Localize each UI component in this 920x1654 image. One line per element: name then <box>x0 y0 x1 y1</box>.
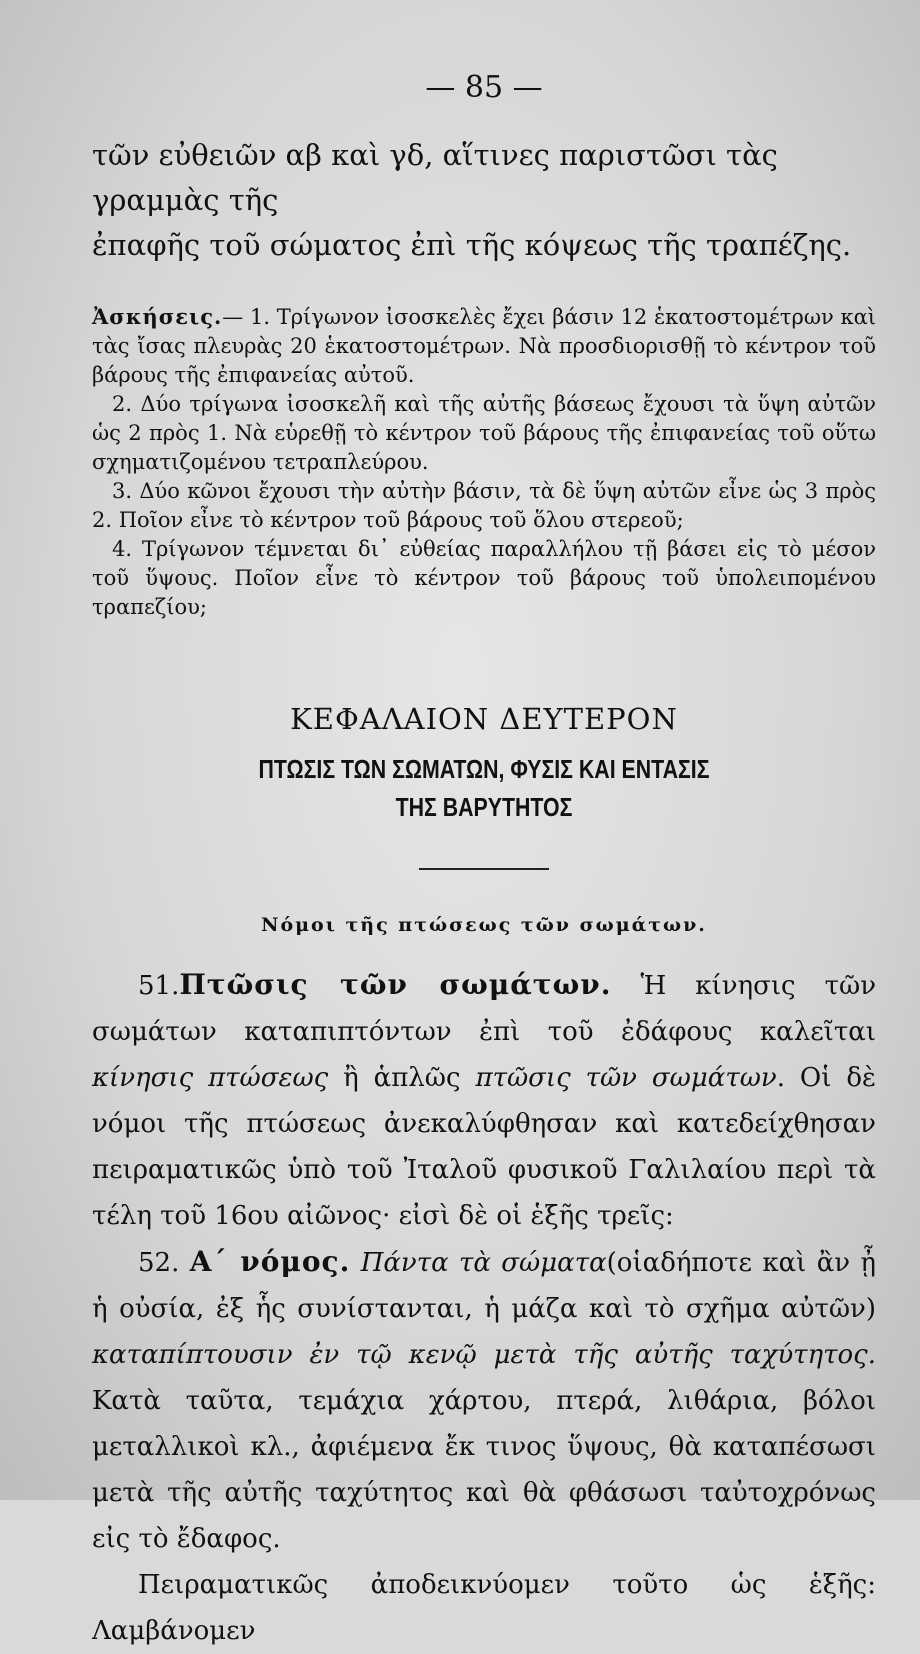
paragraph-51-number: 51. <box>138 971 180 1001</box>
chapter-title: ΚΕΦΑΛΑΙΟΝ ΔΕΥΤΕΡΟΝ <box>290 702 678 736</box>
paragraph-51-text-b: ἢ ἁπλῶς <box>328 1063 476 1093</box>
paragraph-52 <box>92 1239 876 1562</box>
exercise-1-text: — 1. Τρίγωνον ἰσοσκελὲς ἔχει βάσιν 12 ἑκατοστομέτρων καὶ τὰς ἴσας πλευρὰς 20 ἑκατοστομέτρων. Νὰ προσδιορισθῇ τὸ κέντρον τοῦ βάρους τῆς ἐπιφανείας αὐτοῦ. <box>92 305 876 387</box>
paragraph-51-text-a: Ἡ κίνησις τῶν σωμάτων καταπιπτόντων ἐπὶ τοῦ ἐδάφους καλεῖται <box>92 971 876 1047</box>
exercises-heading: Ἀσκήσεις. <box>92 304 223 329</box>
exercise-4: 4. Τρίγωνον τέμνεται δι᾽ εὐθείας παραλλήλου τῇ βάσει εἰς τὸ μέσον τοῦ ὕψους. Ποῖον εἶνε τὸ κέντρον τοῦ βάρους τοῦ ὑπολειπομένου τραπεζίου; <box>92 537 876 619</box>
paragraph-51-text-c: . Οἱ δὲ νόμοι τῆς πτώσεως ἀνεκαλύφθησαν καὶ κατεδείχθησαν πειραματικῶς ὑπὸ τοῦ Ἰταλοῦ φυσικοῦ Γαλιλαίου περὶ τὰ τέλη τοῦ 16ου αἰῶνος· εἰσὶ δὲ οἱ ἑξῆς τρεῖς: <box>92 1063 876 1231</box>
exercise-2: 2. Δύο τρίγωνα ἰσοσκελῆ καὶ τῆς αὐτῆς βάσεως ἔχουσι τὰ ὕψη αὐτῶν ὡς 2 πρὸς 1. Νὰ εὑρεθῇ τὸ κέντρον τοῦ βάρους τῆς ἐπιφανείας τοῦ οὕτω σχηματιζομένου τετραπλεύρου. <box>92 392 876 474</box>
paragraph-51-italic-a: κίνησις πτώσεως <box>92 1063 329 1093</box>
exercises-block <box>92 302 876 622</box>
section-heading: Νόμοι τῆς πτώσεως τῶν σωμάτων. <box>261 914 707 936</box>
paragraph-52-italic-a: Πάντα τὰ σώματα <box>350 1248 607 1278</box>
paragraph-51-heading: Πτῶσις τῶν σωμάτων. <box>179 968 612 1001</box>
chapter-subtitle-line-1: ΠΤΩΣΙΣ ΤΩΝ ΣΩΜΑΤΩΝ, ΦΥΣΙΣ ΚΑΙ ΕΝΤΑΣΙΣ <box>258 754 710 784</box>
divider-rule <box>419 868 549 870</box>
exercise-1 <box>92 302 876 390</box>
paragraph-52-number: 52. <box>138 1248 180 1278</box>
continuation-line-2: ἐπαφῆς τοῦ σώματος ἐπὶ τῆς κόψεως τῆς τραπέζης. <box>92 228 852 262</box>
paragraph-51 <box>92 962 876 1239</box>
paragraph-52-italic-b: καταπίπτουσιν ἐν τῷ κενῷ μετὰ τῆς αὐτῆς ταχύτητος. <box>92 1340 876 1370</box>
paragraph-52-text-a: (οἱαδήποτε καὶ ἂν ᾖ ἡ οὐσία, ἐξ ἧς συνίστανται, ἡ μάζα καὶ τὸ σχῆμα αὐτῶν) <box>92 1248 877 1324</box>
chapter-subtitle-line-2: ΤΗΣ ΒΑΡΥΤΗΤΟΣ <box>395 792 573 822</box>
paragraph-51-italic-b: πτῶσις τῶν σωμάτων <box>475 1063 777 1093</box>
exercise-3: 3. Δύο κῶνοι ἔχουσι τὴν αὐτὴν βάσιν, τὰ δὲ ὕψη αὐτῶν εἶνε ὡς 3 πρὸς 2. Ποῖον εἶνε τὸ κέντρον τοῦ βάρους τοῦ ὅλου στερεοῦ; <box>92 479 876 532</box>
last-line: Πειραματικῶς ἀποδεικνύομεν τοῦτο ὡς ἑξῆς: Λαμβάνομεν <box>92 1570 876 1646</box>
paragraph-52-text-b: Κατὰ ταῦτα, τεμάχια χάρτου, πτερά, λιθάρια, βόλοι μεταλλικοὶ κλ., ἀφιέμενα ἔκ τινος ὕψους, θὰ καταπέσωσι μετὰ τῆς αὐτῆς ταχύτητος καὶ θὰ φθάσωσι ταὐτοχρόνως εἰς τὸ ἔδαφος. <box>92 1386 876 1554</box>
continuation-line-1: τῶν εὐθειῶν αβ καὶ γδ, αἵτινες παριστῶσι τὰς γραμμὰς τῆς <box>92 138 778 217</box>
paragraph-52-heading: Α΄ νόμος. <box>189 1245 351 1278</box>
page-number: — 85 — <box>425 70 543 105</box>
